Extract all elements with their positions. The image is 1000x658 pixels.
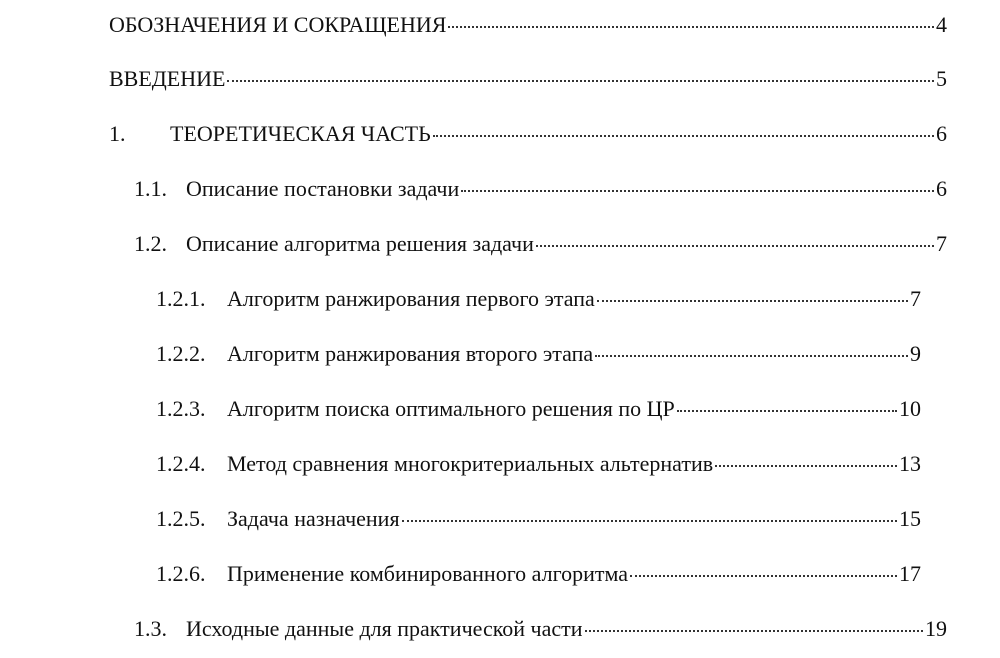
toc-entry-number: 1.2.1. [156, 286, 206, 311]
dot-leader [597, 298, 908, 302]
dot-leader [433, 133, 934, 137]
dot-leader [585, 628, 923, 632]
toc-entry-number: 1.2. [134, 231, 167, 256]
toc-entry-page: 9 [910, 341, 921, 366]
dot-leader [461, 188, 934, 192]
dot-leader [715, 463, 897, 467]
toc-entry-section-1-2[interactable] [134, 229, 947, 259]
toc-entry-section-1-2-3[interactable] [156, 394, 921, 424]
toc-entry-number: 1.2.5. [156, 506, 206, 531]
dot-leader [536, 243, 934, 247]
toc-entry-title: Алгоритм ранжирования второго этапа [227, 341, 594, 366]
toc-entry-page: 7 [936, 231, 947, 256]
toc-entry-section-1-2-6[interactable] [156, 559, 921, 589]
toc-entry-page: 10 [899, 396, 921, 421]
toc-entry-title: Метод сравнения многокритериальных альтернатив [227, 451, 714, 476]
toc-entry-section-1-2-2[interactable] [156, 339, 921, 369]
dot-leader [402, 518, 897, 522]
dot-leader [448, 24, 934, 28]
toc-entry-introduction[interactable] [109, 64, 947, 94]
dot-leader [227, 78, 934, 82]
toc-entry-page: 13 [899, 451, 921, 476]
dot-leader [595, 353, 908, 357]
toc-entry-number: 1.2.3. [156, 396, 206, 421]
toc-entry-title: Описание постановки задачи [186, 176, 460, 201]
toc-entry-page: 5 [936, 66, 947, 91]
toc-entry-page: 15 [899, 506, 921, 531]
toc-entry-number: 1. [109, 121, 126, 146]
toc-entry-title: Применение комбинированного алгоритма [227, 561, 629, 586]
toc-entry-page: 19 [925, 616, 947, 641]
toc-entry-title: Алгоритм ранжирования первого этапа [227, 286, 595, 311]
toc-entry-number: 1.2.2. [156, 341, 206, 366]
toc-entry-page: 7 [910, 286, 921, 311]
toc-entry-title: ОБОЗНАЧЕНИЯ И СОКРАЩЕНИЯ [109, 12, 447, 37]
toc-entry-title: ВВЕДЕНИЕ [109, 66, 226, 91]
toc-entry-page: 6 [936, 121, 947, 146]
toc-entry-title: Алгоритм поиска оптимального решения по ЦР [227, 396, 675, 421]
toc-entry-section-1-2-5[interactable] [156, 504, 921, 534]
toc-entry-title: Исходные данные для практической части [186, 616, 583, 641]
toc-entry-page: 6 [936, 176, 947, 201]
dot-leader [677, 408, 897, 412]
toc-entry-number: 1.1. [134, 176, 167, 201]
toc-entry-page: 4 [936, 12, 947, 37]
dot-leader [630, 573, 897, 577]
toc-entry-section-1-3[interactable] [134, 614, 947, 644]
toc-entry-page: 17 [899, 561, 921, 586]
toc-entry-number: 1.3. [134, 616, 167, 641]
toc-entry-number: 1.2.6. [156, 561, 206, 586]
toc-entry-designations[interactable] [109, 10, 947, 40]
toc-entry-title: Описание алгоритма решения задачи [186, 231, 534, 256]
toc-entry-title: Задача назначения [227, 506, 400, 531]
toc-entry-title: ТЕОРЕТИЧЕСКАЯ ЧАСТЬ [170, 121, 431, 146]
toc-entry-section-1[interactable] [109, 119, 947, 149]
toc-entry-number: 1.2.4. [156, 451, 206, 476]
toc-entry-section-1-2-4[interactable] [156, 449, 921, 479]
toc-entry-section-1-2-1[interactable] [156, 284, 921, 314]
toc-entry-section-1-1[interactable] [134, 174, 947, 204]
